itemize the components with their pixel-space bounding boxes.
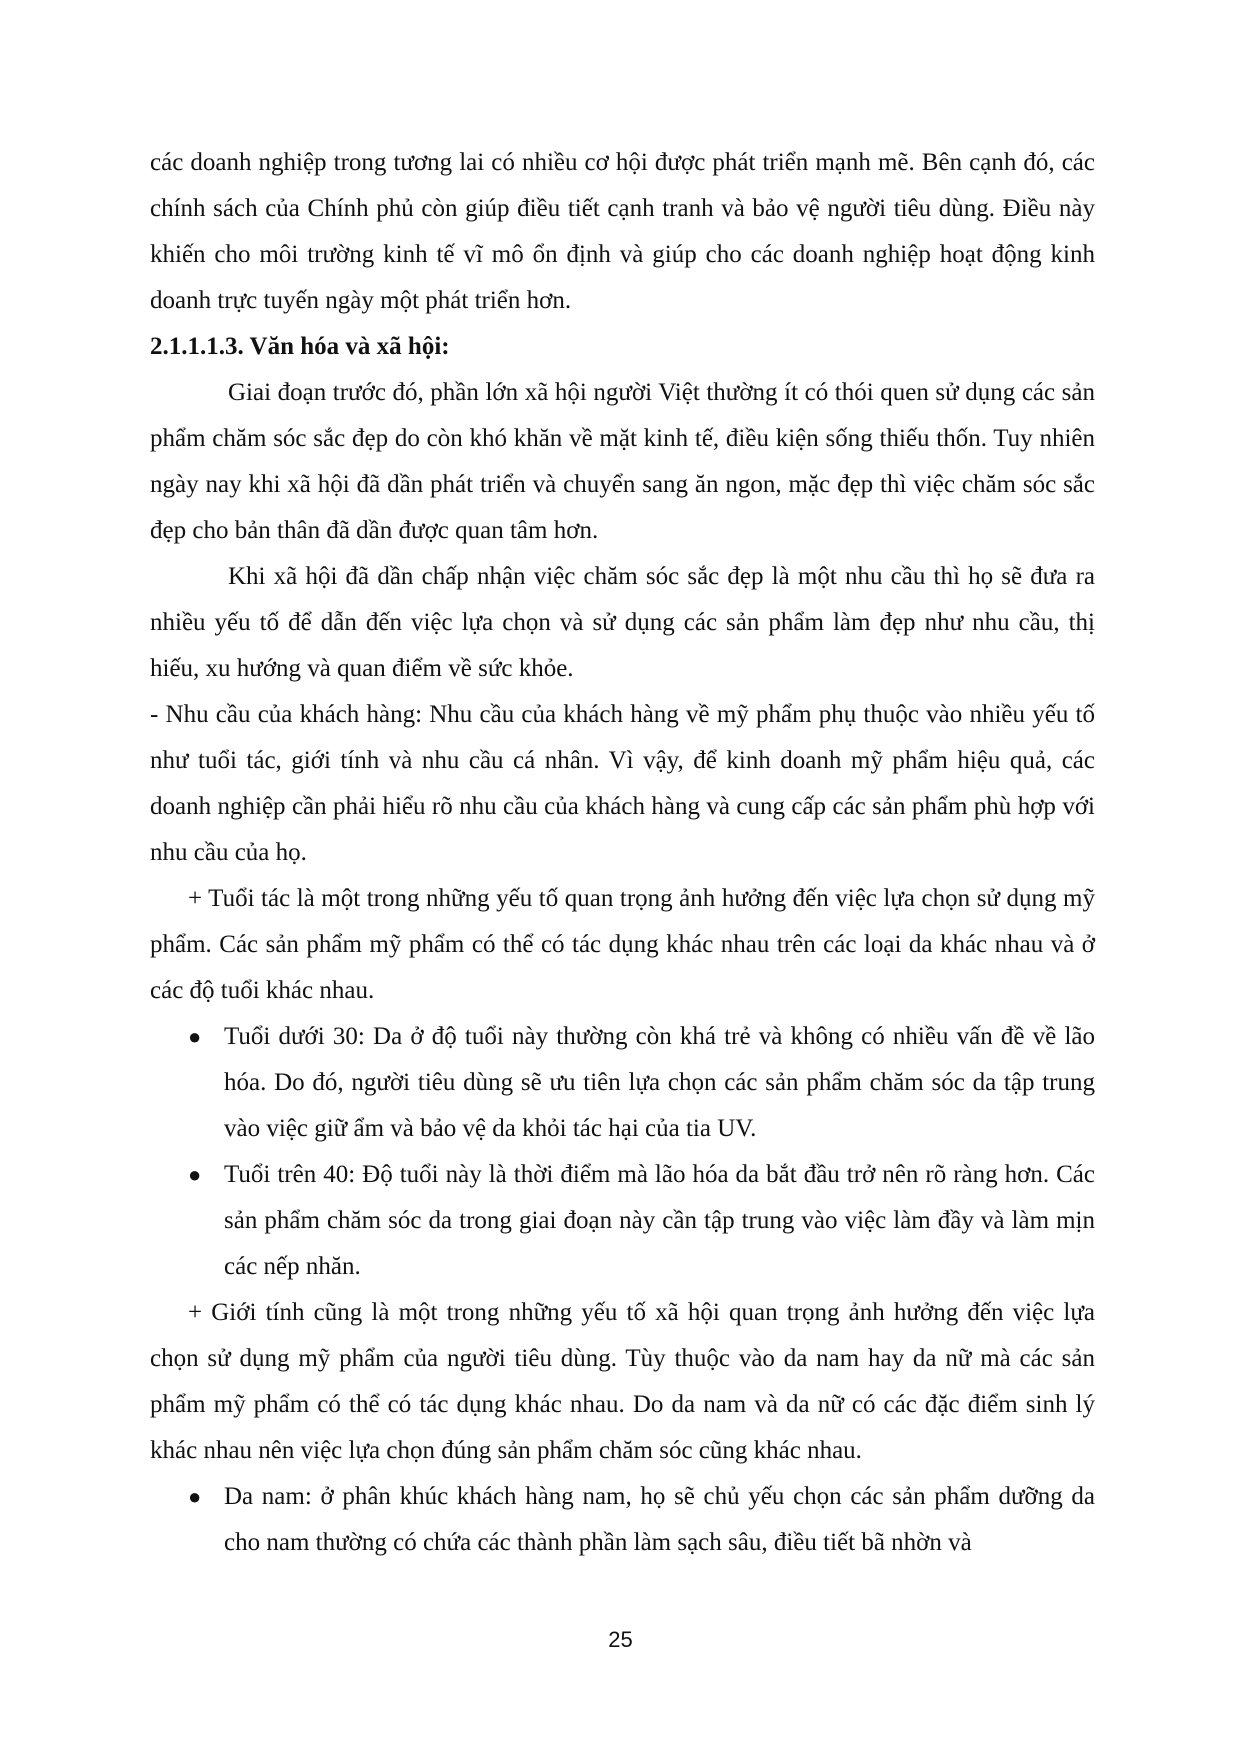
list-item xyxy=(150,1014,1095,1152)
list-item xyxy=(150,1152,1095,1290)
paragraph-gender: + Giới tính cũng là một trong những yếu tố xã hội quan trọng ảnh hưởng đến việc lựa chọn sử dụng mỹ phẩm của người tiêu dùng. Tùy thuộc vào da nam hay da nữ mà các sản phẩm mỹ phẩm có thể có tác dụng khác nhau. Do da nam và da nữ có các đặc điểm sinh lý khác nhau nên việc lựa chọn đúng sản phẩm chăm sóc cũng khác nhau. xyxy=(150,1299,1095,1464)
page-number: 25 xyxy=(608,1627,633,1652)
list-item-text: Tuổi trên 40: Độ tuổi này là thời điểm mà lão hóa da bắt đầu trở nên rõ ràng hơn. Các sản phẩm chăm sóc da trong giai đoạn này cần tập trung vào việc làm đầy và làm mịn các nếp nhăn. xyxy=(224,1161,1095,1280)
list-item-text: Tuổi dưới 30: Da ở độ tuổi này thường còn khá trẻ và không có nhiều vấn đề về lão hóa. Do đó, người tiêu dùng sẽ ưu tiên lựa chọn các sản phẩm chăm sóc da tập trung vào việc giữ ẩm và bảo vệ da khỏi tác hại của tia UV. xyxy=(224,1023,1095,1142)
paragraph-context: Giai đoạn trước đó, phần lớn xã hội người Việt thường ít có thói quen sử dụng các sản phẩm chăm sóc sắc đẹp do còn khó khăn về mặt kinh tế, điều kiện sống thiếu thốn. Tuy nhiên ngày nay khi xã hội đã dần phát triển và chuyển sang ăn ngon, mặc đẹp thì việc chăm sóc sắc đẹp cho bản thân đã dần được quan tâm hơn. xyxy=(150,379,1095,544)
paragraph-acceptance: Khi xã hội đã dần chấp nhận việc chăm sóc sắc đẹp là một nhu cầu thì họ sẽ đưa ra nhiều yếu tố để dẫn đến việc lựa chọn và sử dụng các sản phẩm làm đẹp như nhu cầu, thị hiếu, xu hướng và quan điểm về sức khỏe. xyxy=(150,563,1095,682)
paragraph-customer-needs: - Nhu cầu của khách hàng: Nhu cầu của khách hàng về mỹ phẩm phụ thuộc vào nhiều yếu tố như tuổi tác, giới tính và nhu cầu cá nhân. Vì vậy, để kinh doanh mỹ phẩm hiệu quả, các doanh nghiệp cần phải hiểu rõ nhu cầu của khách hàng và cung cấp các sản phẩm phù hợp với nhu cầu của họ. xyxy=(150,701,1095,866)
paragraph-age: + Tuổi tác là một trong những yếu tố quan trọng ảnh hưởng đến việc lựa chọn sử dụng mỹ phẩm. Các sản phẩm mỹ phẩm có thể có tác dụng khác nhau trên các loại da khác nhau và ở các độ tuổi khác nhau. xyxy=(150,885,1095,1004)
list-item-text: Da nam: ở phân khúc khách hàng nam, họ sẽ chủ yếu chọn các sản phẩm dưỡng da cho nam thường có chứa các thành phần làm sạch sâu, điều tiết bã nhờn và xyxy=(224,1483,1095,1556)
paragraph-continuation: các doanh nghiệp trong tương lai có nhiều cơ hội được phát triển mạnh mẽ. Bên cạnh đó, các chính sách của Chính phủ còn giúp điều tiết cạnh tranh và bảo vệ người tiêu dùng. Điều này khiến cho môi trường kinh tế vĩ mô ổn định và giúp cho các doanh nghiệp hoạt động kinh doanh trực tuyến ngày một phát triển hơn. xyxy=(150,149,1095,314)
age-bullet-list xyxy=(150,1014,1095,1290)
bullet-icon: ● xyxy=(188,1024,202,1049)
list-item xyxy=(150,1474,1095,1566)
section-heading: 2.1.1.1.3. Văn hóa và xã hội: xyxy=(150,333,450,360)
bullet-icon: ● xyxy=(188,1162,202,1187)
bullet-icon: ● xyxy=(188,1484,202,1509)
document-body xyxy=(150,140,1095,1566)
gender-bullet-list xyxy=(150,1474,1095,1566)
